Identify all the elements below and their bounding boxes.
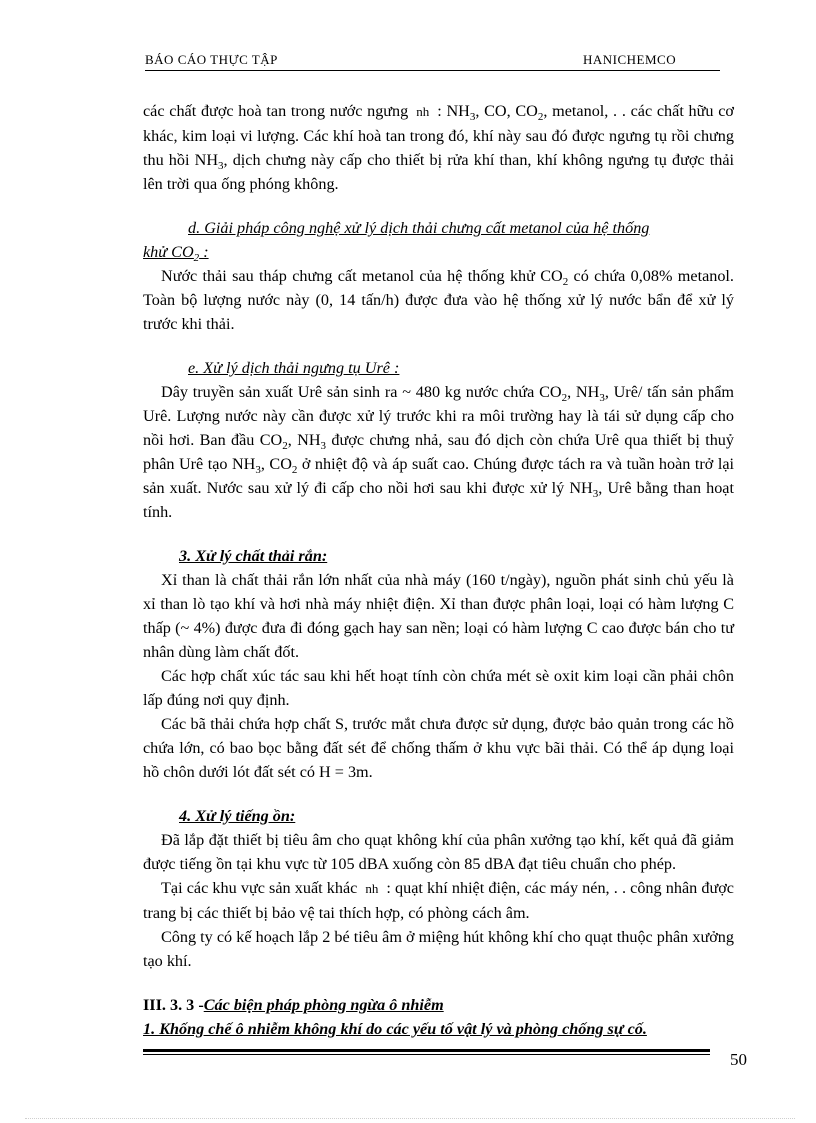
paragraph-ear-protection: Tại các khu vực sản xuất khác nh : quạt khí nhiệt điện, các máy nén, . . công nhân được trang bị các thiết bị bảo vệ tai thích hợp, có phòng cách âm. [143,879,734,922]
header-left-text: BÁO CÁO THỰC TẬP [145,52,278,67]
page-number: 50 [730,1050,747,1069]
header-right-text: HANICHEMCO [583,52,677,67]
heading-e-urea: e. Xử lý dịch thải ngưng tụ Urê : [188,359,400,377]
paragraph-urea-wastewater: Dây truyền sản xuất Urê sản sinh ra ~ 480 kg nước chứa $CO_2$, $NH_3$, Urê/ tấn sản phẩm Urê. Lượng nước này cần được xử lý trước khi ra môi trường hay là tái sử dụng cấp cho nồi hơi. Ban đầu $CO_2$, $NH_3$ được chưng nhả, sau đó dịch còn chứa Urê qua thiết bị thuỷ phân Urê tạo $NH_3$, $CO_2$ ở nhiệt độ và áp suất cao. Chúng được tách ra và tuần hoàn trở lại sản xuất. Nước sau xử lý đi cấp cho nồi hơi sau khi được xử lý $NH_3$, Urê bằng than hoạt tính. [143,383,734,521]
heading-d-methanol-cont: khử $CO_2$ : [143,243,209,265]
heading-3-solid-waste: 3. Xử lý chất thải rắn: [179,547,328,565]
paragraph-methanol-wastewater: Nước thải sau tháp chưng cất metanol của hệ thống khử $CO_2$ có chứa 0,08% metanol. Toàn bộ lượng nước này (0, 14 tấn/h) được đưa vào hệ thống xử lý nước bẩn để xử lý trước khi thải. [143,267,734,333]
paragraph-catalyst: Các hợp chất xúc tác sau khi hết hoạt tính còn chứa mét sè oxit kim loại cần phải chôn lấp đúng nơi quy định. [143,667,734,709]
heading-1-air-pollution: 1. Khống chế ô nhiễm không khí do các yếu tố vật lý và phòng chống sự cố. [143,1020,647,1038]
heading-III-prevention: III. 3. 3 -Các biện pháp phòng ngừa ô nhiễm [143,996,444,1014]
paragraph-silencer: Đã lắp đặt thiết bị tiêu âm cho quạt không khí của phân xưởng tạo khí, kết quả đã giảm được tiếng ồn tại khu vực từ 105 dBA xuống còn 85 dBA đạt tiêu chuẩn cho phép. [143,831,734,873]
paragraph-dissolved-gases: các chất được hoà tan trong nước ngưng nh : $NH_3$, CO, $CO_2$, metanol, . . các chất hữu cơ khác, kim loại vi lượng. Các khí hoà tan trong đó, khí này sau đó được ngưng tụ rồi chưng thu hồi $NH_3$, dịch chưng này cấp cho thiết bị rửa khí than, khí không ngưng tụ được thải lên trời qua ống phóng không. [143,102,734,193]
page-header [145,52,720,71]
footer-rule-thin [143,1054,710,1055]
document-body [143,99,734,1041]
heading-4-noise: 4. Xử lý tiếng ồn: [179,807,296,825]
paragraph-slag: Xỉ than là chất thải rắn lớn nhất của nhà máy (160 t/ngày), nguồn phát sinh chủ yếu là xỉ than lò tạo khí và hơi nhà máy nhiệt điện. Xỉ than được phân loại, loại có hàm lượng C thấp (~ 4%) được đưa đi đóng gạch hay san nền; loại có hàm lượng C cao được bán cho tư nhân dùng làm chất đốt. [143,571,734,661]
paragraph-sulfur-waste: Các bã thải chứa hợp chất S, trước mắt chưa được sử dụng, được bảo quản trong các hồ chứa lớn, có bao bọc bằng đất sét để chống thấm ở khu vực bãi thải. Có thể áp dụng loại hồ chôn dưới lót đất sét có H = 3m. [143,715,734,781]
footer-rule-thick [143,1049,710,1052]
paragraph-silencer-plan: Công ty có kế hoạch lắp 2 bé tiêu âm ở miệng hút không khí cho quạt thuộc phân xưởng tạo khí. [143,928,734,970]
page-bottom-dotted-line [25,1118,795,1120]
heading-d-methanol: d. Giải pháp công nghệ xử lý dịch thải chưng cất metanol của hệ thống [188,219,650,237]
